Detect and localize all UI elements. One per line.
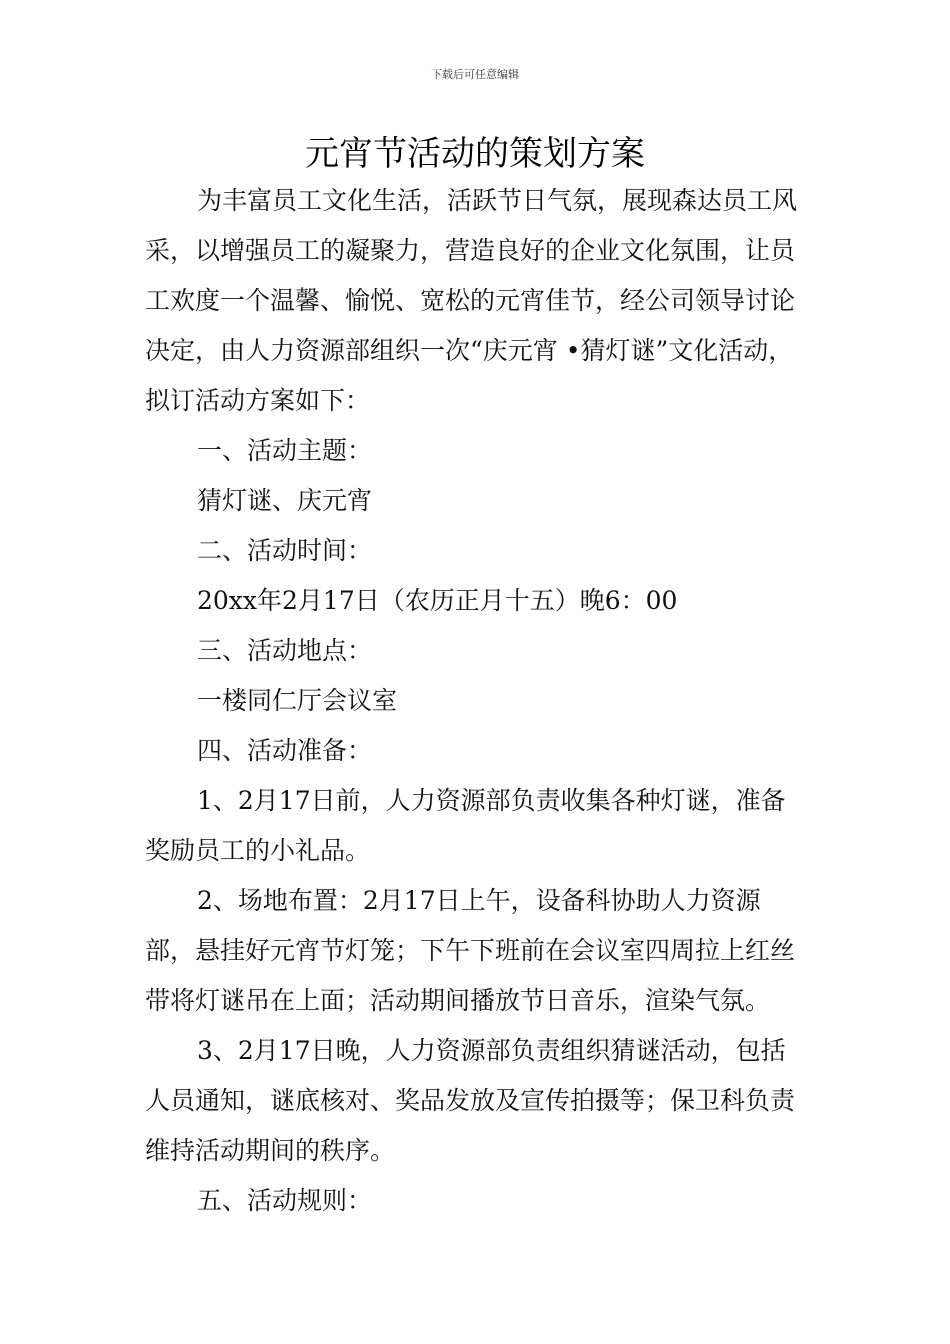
section-4-item-1: 1、2月17日前，人力资源部负责收集各种灯谜，准备奖励员工的小礼品。 bbox=[145, 786, 786, 865]
section-1-content: 猜灯谜、庆元宵 bbox=[197, 486, 373, 515]
intro-paragraph: 为丰富员工文化生活，活跃节日气氛，展现森达员工风采，以增强员工的凝聚力，营造良好的企业文化氛围，让员工欢度一个温馨、愉悦、宽松的元宵佳节，经公司领导讨论决定，由人力资源部组织一次“庆元宵 •猜灯谜”文化活动，拟订活动方案如下： bbox=[145, 186, 798, 415]
section-4-item-2: 2、场地布置：2月17日上午，设备科协助人力资源部，悬挂好元宵节灯笼；下午下班前在会议室四周拉上红丝带将灯谜吊在上面；活动期间播放节日音乐，渲染气氛。 bbox=[145, 886, 796, 1015]
document-body bbox=[145, 176, 810, 1226]
document-title: 元宵节活动的策划方案 bbox=[305, 134, 645, 174]
section-3-content: 一楼同仁厅会议室 bbox=[197, 686, 398, 715]
section-4-heading: 四、活动准备： bbox=[197, 736, 373, 765]
section-3-heading: 三、活动地点： bbox=[197, 636, 373, 665]
section-1-heading: 一、活动主题： bbox=[197, 436, 373, 465]
section-4-item-3: 3、2月17日晚，人力资源部负责组织猜谜活动，包括人员通知，谜底核对、奖品发放及宣传拍摄等；保卫科负责维持活动期间的秩序。 bbox=[145, 1036, 796, 1165]
page-header-note: 下载后可任意编辑 bbox=[431, 68, 519, 81]
section-2-content: 20xx年2月17日（农历正月十五）晚6：00 bbox=[197, 586, 678, 615]
section-2-heading: 二、活动时间： bbox=[197, 536, 373, 565]
section-5-heading: 五、活动规则： bbox=[197, 1186, 373, 1215]
